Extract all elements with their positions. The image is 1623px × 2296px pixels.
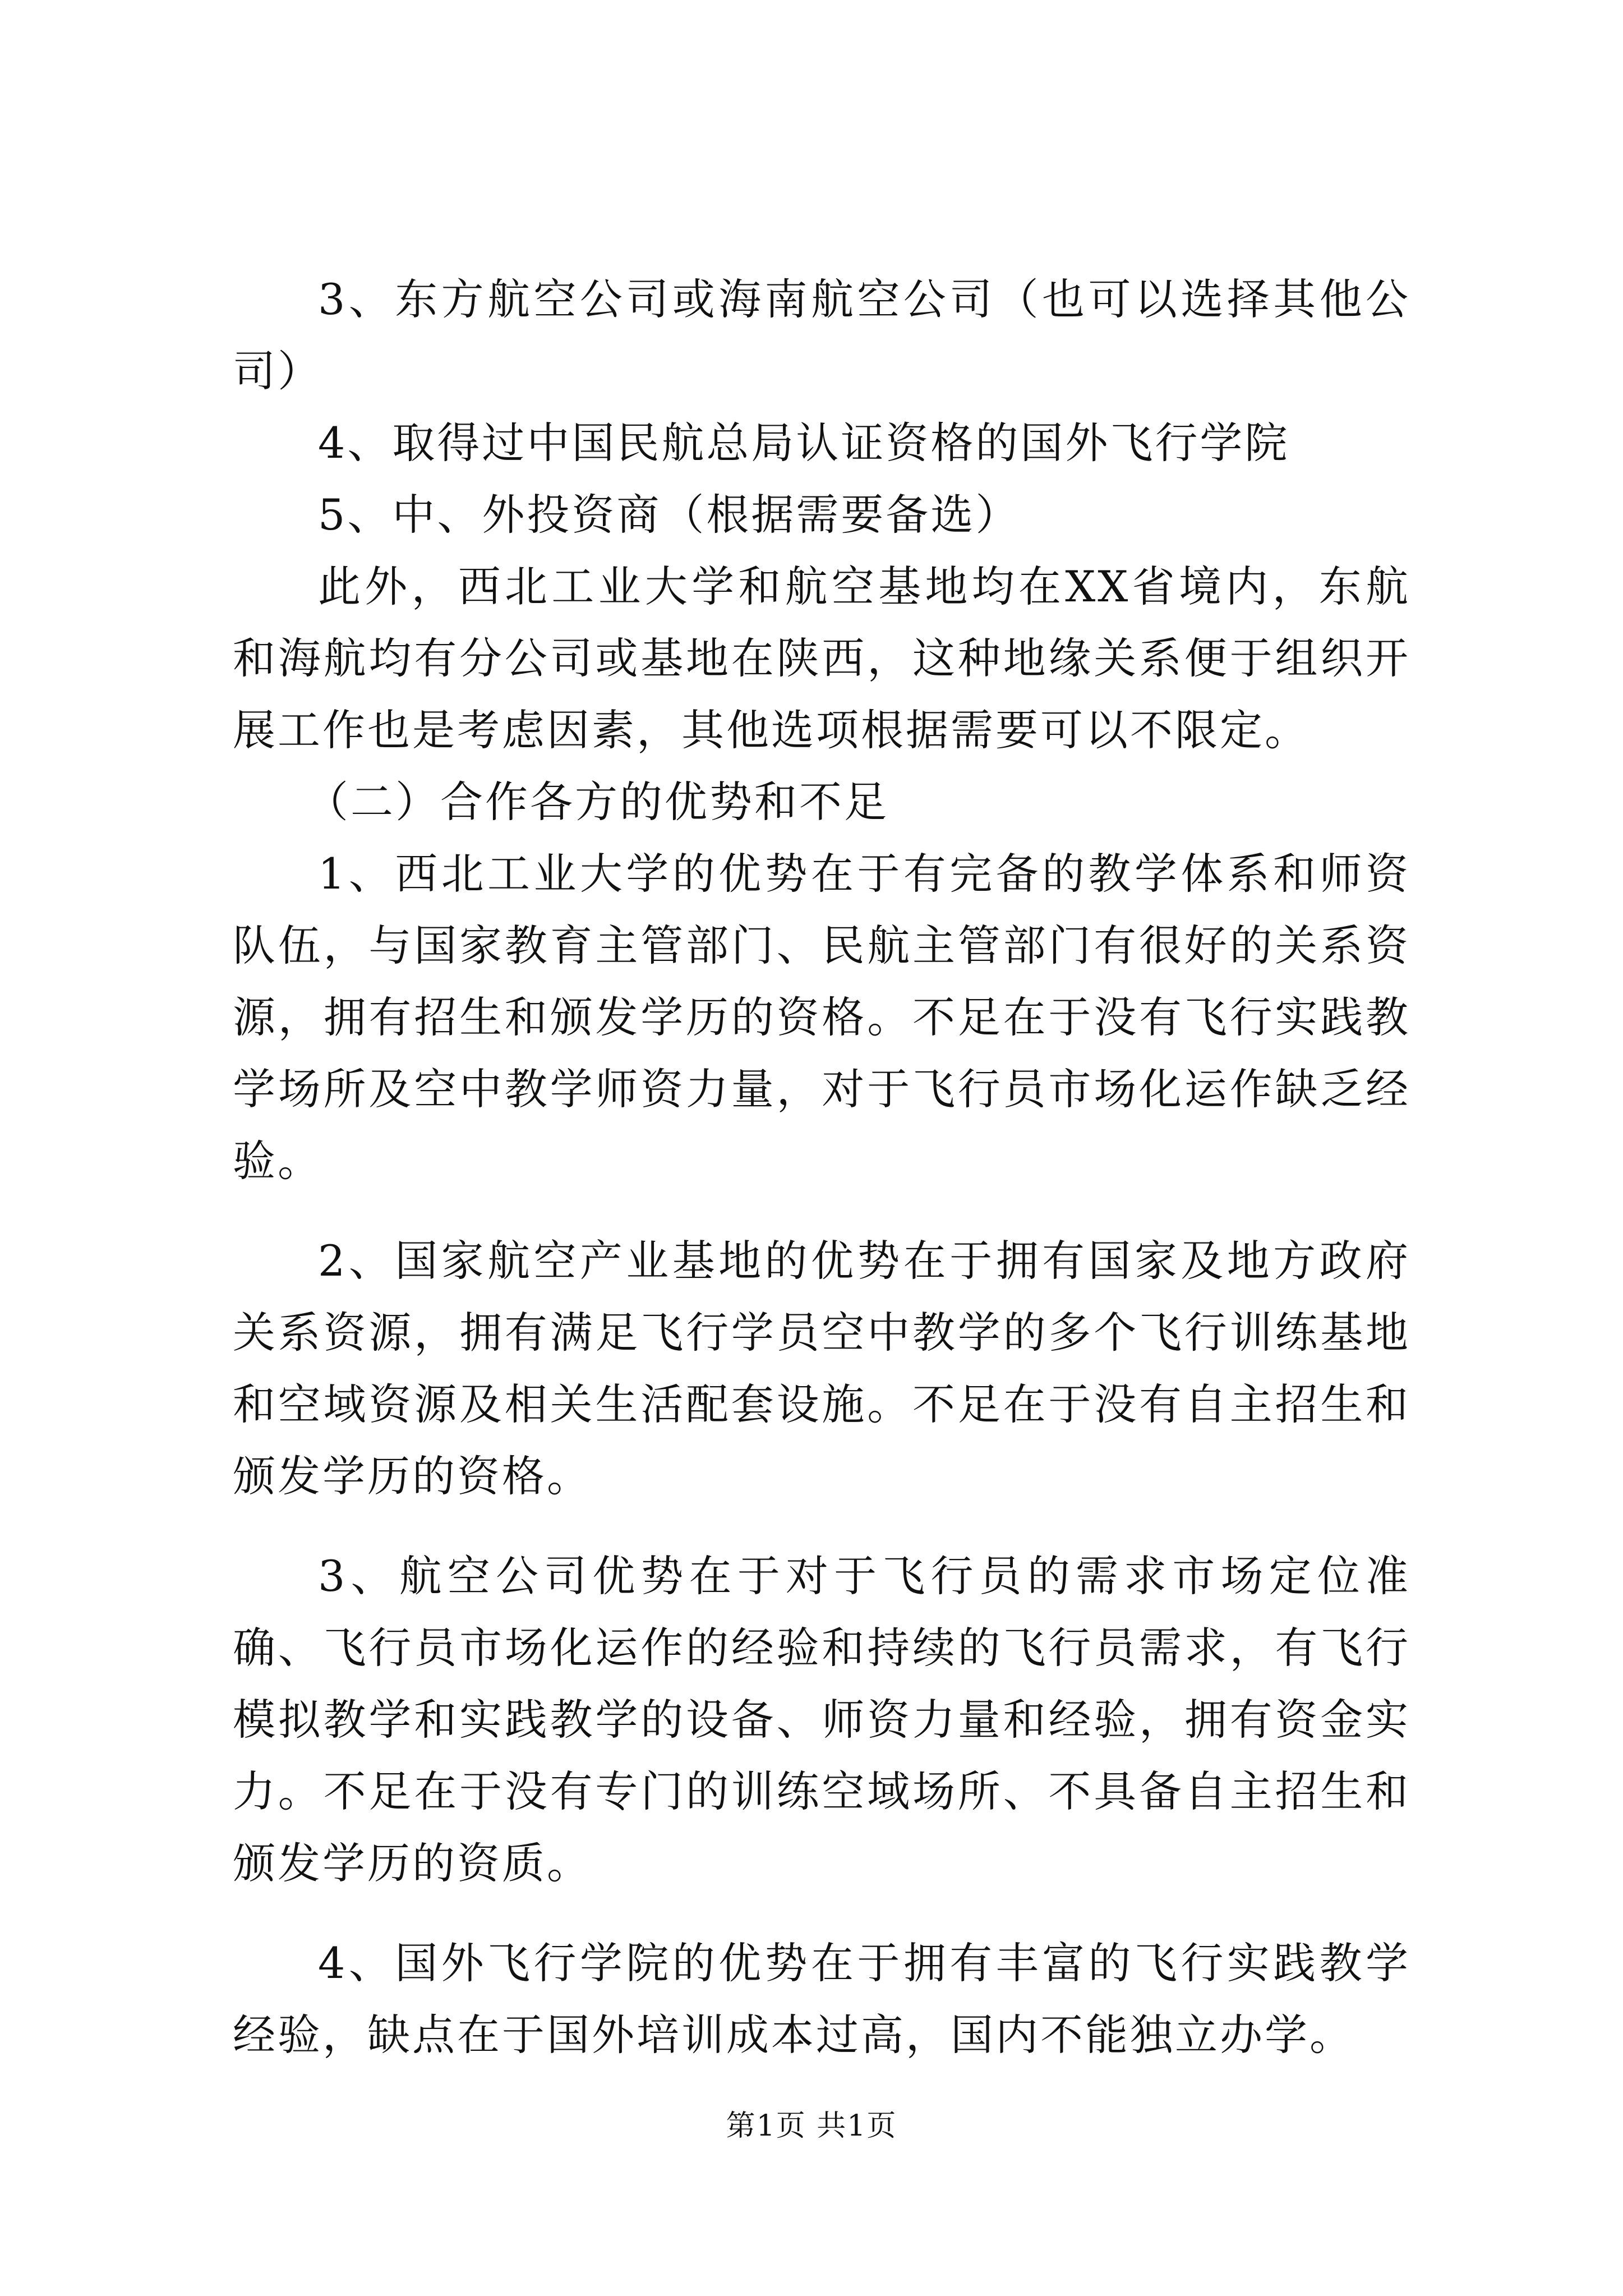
analysis-item-2: 2、国家航空产业基地的优势在于拥有国家及地方政府关系资源，拥有满足飞行学员空中教学的多个飞行训练基地和空域资源及相关生活配套设施。不足在于没有自主招生和颁发学历的资格。: [233, 1236, 1410, 1501]
list-item-3: 3、东方航空公司或海南航空公司（也可以选择其他公司）: [233, 274, 1410, 396]
body-paragraph: 此外，西北工业大学和航空基地均在XX省境内，东航和海航均有分公司或基地在陕西，这种地缘关系便于组织开展工作也是考虑因素，其他选项根据需要可以不限定。: [233, 562, 1410, 755]
document-body: [233, 264, 1410, 2071]
analysis-item-3: 3、航空公司优势在于对于飞行员的需求市场定位准确、飞行员市场化运作的经验和持续的飞行员需求，有飞行模拟教学和实践教学的设备、师资力量和经验，拥有资金实力。不足在于没有专门的训练空域场所、不具备自主招生和颁发学历的资质。: [233, 1551, 1410, 1888]
list-item-4: 4、取得过中国民航总局认证资格的国外飞行学院: [318, 418, 1290, 468]
paragraph-spacer: [233, 1197, 1410, 1225]
analysis-item-4: 4、国外飞行学院的优势在于拥有丰富的飞行实践教学经验，缺点在于国外培训成本过高，国内不能独立办学。: [233, 1938, 1410, 2060]
paragraph-spacer: [233, 1899, 1410, 1927]
page-footer: 第1页 共1页: [726, 2109, 897, 2143]
list-item-5: 5、中、外投资商（根据需要备选）: [318, 490, 1021, 540]
paragraph-spacer: [233, 1512, 1410, 1540]
section-heading: （二）合作各方的优势和不足: [306, 777, 889, 827]
analysis-item-1: 1、西北工业大学的优势在于有完备的教学体系和师资队伍，与国家教育主管部门、民航主管部门有很好的关系资源，拥有招生和颁发学历的资格。不足在于没有飞行实践教学场所及空中教学师资力量，对于飞行员市场化运作缺乏经验。: [233, 849, 1410, 1186]
